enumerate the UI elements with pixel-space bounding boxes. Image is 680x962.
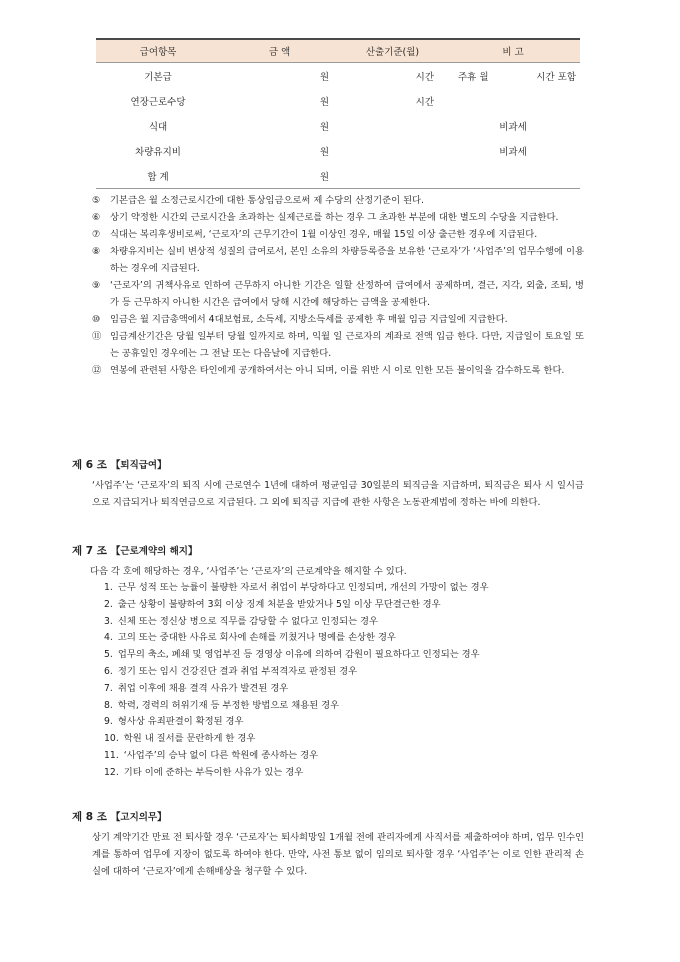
list-item bbox=[92, 328, 584, 362]
article-title: 【퇴직급여】 bbox=[110, 460, 167, 471]
list-item bbox=[92, 277, 584, 311]
cell-amount: 원 bbox=[319, 121, 329, 133]
item-number: 1. bbox=[104, 582, 113, 593]
list-item bbox=[104, 614, 584, 631]
note-text: ‘근로자’의 귀책사유로 인하여 근무하지 아니한 기간은 일할 산정하여 급여에서 공제하며, 결근, 지각, 외출, 조퇴, 병가 등 근무하지 아니한 시간은 급여에서 당해 시간에 해당하는 금액을 공제한다. bbox=[110, 280, 584, 308]
cell-item: 식대 bbox=[148, 121, 168, 133]
list-item bbox=[104, 630, 584, 647]
note-text: 식대는 복리후생비로써, ‘근로자’의 근무기간이 1월 이상인 경우, 매월 15일 이상 출근한 경우에 지급된다. bbox=[110, 229, 538, 240]
note-number: ⑫ bbox=[92, 365, 102, 376]
item-text: 신체 또는 정신상 병으로 직무를 감당할 수 없다고 인정되는 경우 bbox=[117, 615, 378, 627]
list-item bbox=[104, 698, 584, 715]
cell-amount: 원 bbox=[319, 146, 329, 158]
list-item bbox=[104, 748, 584, 765]
item-text: 학원 내 질서를 문란하게 한 경우 bbox=[123, 733, 256, 745]
cell-note bbox=[446, 163, 580, 189]
table-row bbox=[96, 113, 580, 138]
article-6 bbox=[72, 456, 584, 511]
note-number: ⑥ bbox=[92, 212, 101, 223]
item-number: 7. bbox=[104, 682, 113, 694]
article-body: 상기 계약기간 만료 전 퇴사할 경우 ‘근로자’는 퇴사희망일 1개월 전에 관리자에게 사직서를 제출하여야 하며, 업무 인수인계를 통하여 업무에 지장이 없도록 하여야 한다. 만약, 사전 통보 없이 임의로 퇴사할 경우 ‘사업주’는 이로 인한 관리적 손실에 대하여 ‘근로자’에게 손해배상을 청구할 수 있다. bbox=[92, 832, 584, 877]
item-number: 10. bbox=[104, 733, 119, 745]
article-8 bbox=[72, 808, 584, 880]
item-text: 학력, 경력의 허위기재 등 부정한 방법으로 채용된 경우 bbox=[117, 699, 340, 711]
cell-amount: 원 bbox=[319, 96, 329, 108]
item-text: 형사상 유죄판결이 확정된 경우 bbox=[117, 716, 244, 728]
wage-table bbox=[96, 38, 580, 189]
cell-item: 연장근로수당 bbox=[130, 96, 186, 108]
note-text: 연봉에 관련된 사항은 타인에게 공개하여서는 아니 되며, 이를 위반 시 이로 인한 모든 불이익을 감수하도록 한다. bbox=[110, 365, 565, 376]
cell-item: 기본급 bbox=[144, 71, 172, 83]
cell-basis bbox=[339, 138, 446, 163]
article-title: 【고지의무】 bbox=[110, 812, 167, 823]
note-number: ⑦ bbox=[92, 229, 101, 240]
cell-note: 비과세 bbox=[499, 121, 527, 133]
item-text: 출근 상황이 불량하여 3회 이상 징계 처분을 받았거나 5일 이상 무단결근한 경우 bbox=[117, 598, 441, 610]
cell-note bbox=[446, 88, 580, 113]
header-basis: 산출기준(월) bbox=[339, 39, 446, 63]
item-text: 취업 이후에 채용 결격 사유가 발견된 경우 bbox=[117, 682, 289, 694]
item-number: 12. bbox=[104, 766, 119, 778]
item-number: 5. bbox=[104, 649, 113, 661]
wage-table-header-row bbox=[96, 39, 580, 63]
note-number: ⑨ bbox=[92, 280, 101, 291]
table-row bbox=[96, 63, 580, 89]
article-heading bbox=[72, 808, 584, 827]
cell-note-right: 시간 포함 bbox=[536, 71, 576, 83]
cell-basis bbox=[339, 163, 446, 189]
note-number: ⑤ bbox=[92, 195, 101, 206]
cell-note bbox=[446, 63, 580, 89]
header-amount: 금 액 bbox=[220, 39, 339, 63]
list-item bbox=[92, 192, 584, 209]
table-row-total bbox=[96, 163, 580, 189]
item-number: 8. bbox=[104, 699, 113, 711]
table-row bbox=[96, 88, 580, 113]
item-number: 2. bbox=[104, 598, 113, 610]
article-body: ‘사업주’는 ‘근로자’의 퇴직 시에 근로연수 1년에 대하여 평균임금 30일분의 퇴직금을 지급하며, 퇴직금은 퇴사 시 일시금으로 지급되거나 퇴직연금으로 지급된다. 그 외에 퇴직금 지급에 관한 사항은 노동관계법에 정하는 바에 의한다. bbox=[92, 480, 584, 508]
note-text: 상기 약정한 시간외 근로시간을 초과하는 실제근로를 하는 경우 그 초과한 부분에 대한 별도의 수당을 지급한다. bbox=[110, 212, 559, 223]
list-item bbox=[104, 714, 584, 731]
list-item bbox=[92, 362, 584, 379]
cell-note: 비과세 bbox=[499, 146, 527, 158]
list-item bbox=[104, 765, 584, 782]
item-text: ‘사업주’의 승낙 없이 다른 학원에 종사하는 경우 bbox=[123, 749, 319, 761]
cell-basis: 시간 bbox=[415, 96, 434, 108]
list-item bbox=[104, 664, 584, 681]
item-text: 근무 성적 또는 능률이 불량한 자로서 취업이 부당하다고 인정되며, 개선의 가망이 없는 경우 bbox=[117, 582, 489, 593]
list-item bbox=[92, 243, 584, 277]
note-text: 기본급은 월 소정근로시간에 대한 통상임금으로써 제 수당의 산정기준이 된다. bbox=[110, 195, 424, 206]
note-number: ⑧ bbox=[92, 246, 101, 257]
article-number: 제 8 조 bbox=[72, 811, 107, 823]
list-item bbox=[92, 226, 584, 243]
note-number: ⑪ bbox=[92, 331, 102, 342]
cell-amount: 원 bbox=[220, 163, 339, 189]
item-text: 정기 또는 임시 건강진단 결과 취업 부적격자로 판정된 경우 bbox=[117, 665, 358, 677]
list-item bbox=[104, 647, 584, 664]
article-number: 제 6 조 bbox=[72, 459, 107, 471]
item-number: 6. bbox=[104, 665, 113, 677]
cell-amount: 원 bbox=[319, 71, 329, 83]
wage-notes bbox=[92, 192, 584, 379]
table-row bbox=[96, 138, 580, 163]
cell-basis: 시간 bbox=[415, 71, 434, 83]
article-intro: 다음 각 호에 해당하는 경우, ‘사업주’는 ‘근로자’의 근로계약을 해지할 수 있다. bbox=[90, 566, 407, 577]
item-number: 11. bbox=[104, 749, 119, 761]
item-number: 9. bbox=[104, 716, 113, 728]
list-item bbox=[92, 311, 584, 328]
article-7 bbox=[72, 542, 584, 782]
item-number: 3. bbox=[104, 615, 113, 627]
list-item bbox=[104, 681, 584, 698]
note-text: 임금은 월 지급총액에서 4대보험료, 소득세, 지방소득세를 공제한 후 매월 임금 지급일에 지급한다. bbox=[110, 314, 508, 325]
header-note: 비 고 bbox=[446, 39, 580, 63]
header-item: 급여항목 bbox=[96, 39, 220, 63]
cell-note-left: 주휴 월 bbox=[458, 71, 489, 83]
cell-item: 합 계 bbox=[96, 163, 220, 189]
item-text: 고의 또는 중대한 사유로 회사에 손해를 끼쳤거나 명예를 손상한 경우 bbox=[117, 632, 396, 644]
item-text: 기타 이에 준하는 부득이한 사유가 있는 경우 bbox=[123, 766, 304, 778]
list-item bbox=[104, 580, 584, 597]
cell-basis bbox=[339, 113, 446, 138]
list-item bbox=[92, 209, 584, 226]
cell-item: 차량유지비 bbox=[135, 146, 181, 158]
note-text: 임금계산기간은 당월 일부터 당월 일까지로 하며, 익월 일 근로자의 계좌로 전액 입금 한다. 다만, 지급일이 토요일 또는 공휴일인 경우에는 그 전날 또는 다음날에 지급한다. bbox=[110, 331, 584, 359]
list-item bbox=[104, 731, 584, 748]
note-number: ⑩ bbox=[92, 314, 101, 325]
termination-reasons-list bbox=[72, 580, 584, 782]
item-text: 업무의 축소, 폐쇄 및 영업부진 등 경영상 이유에 의하여 감원이 필요하다고 인정되는 경우 bbox=[117, 649, 480, 661]
item-number: 4. bbox=[104, 632, 113, 644]
article-number: 제 7 조 bbox=[72, 545, 107, 557]
article-heading bbox=[72, 456, 584, 475]
article-title: 【근로계약의 해지】 bbox=[110, 546, 198, 557]
list-item bbox=[104, 597, 584, 614]
article-heading bbox=[72, 542, 584, 561]
note-text: 차량유지비는 실비 변상적 성질의 급여로서, 본인 소유의 차량등록증을 보유한 ‘근로자’가 ‘사업주’의 업무수행에 이용하는 경우에 지급된다. bbox=[110, 246, 584, 274]
